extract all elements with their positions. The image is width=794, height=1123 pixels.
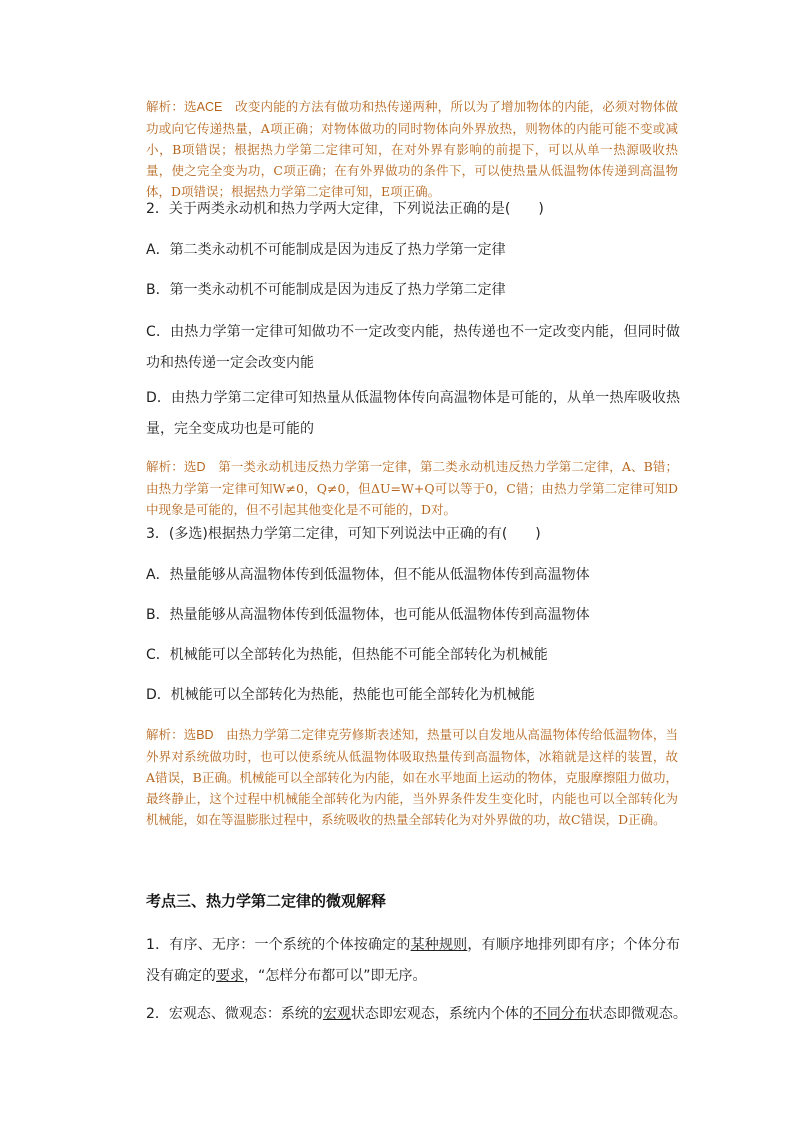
section-heading: 考点三、热力学第二定律的微观解释 bbox=[146, 892, 387, 910]
key-point-paragraph-2: 2．宏观态、微观态：系统的宏观状态即宏观态，系统内个体的不同分布状态即微观态。 bbox=[146, 1006, 687, 1022]
question-2-option-a: A．第二类永动机不可能制成是因为违反了热力学第一定律 bbox=[146, 242, 506, 258]
question-3-option-b: B．热量能够从高温物体传到低温物体，也可能从低温物体传到高温物体 bbox=[146, 607, 590, 623]
explanation-text: 第一类永动机违反热力学第一定律，第二类永动机违反热力学第二定律，A、B错；由热力学第一定律可知W≠0，Q≠0，但ΔU=W+Q可以等于0，C错；由热力学第二定律可知D中现象是可能的，但不引起其他变化是不可能的，D对。 bbox=[146, 459, 678, 517]
question-3-option-d: D．机械能可以全部转化为热能，热能也可能全部转化为机械能 bbox=[146, 687, 535, 703]
explanation-label: 解析：选BD bbox=[146, 728, 214, 742]
explanation-label: 解析：选D bbox=[146, 460, 206, 474]
question-2-option-d: D．由热力学第二定律可知热量从低温物体传向高温物体是可能的，从单一热库吸收热量，完全变成功也是可能的 bbox=[146, 390, 680, 437]
question-3-option-a: A．热量能够从高温物体传到低温物体，但不能从低温物体传到高温物体 bbox=[146, 567, 590, 583]
question-2-option-b: B．第一类永动机不可能制成是因为违反了热力学第二定律 bbox=[146, 282, 506, 298]
underlined-term: 宏观 bbox=[322, 1006, 351, 1022]
underlined-term: 某种规则 bbox=[410, 937, 468, 953]
underlined-term: 不同分布 bbox=[532, 1006, 589, 1022]
key-point-paragraph-1: 1．有序、无序：一个系统的个体按确定的某种规则，有顺序地排列即有序；个体分布没有确定的要求，“怎样分布都可以”即无序。 bbox=[146, 937, 681, 984]
explanation-text: 由热力学第二定律克劳修斯表述知，热量可以自发地从高温物体传给低温物体，当外界对系统做功时，也可以使系统从低温物体吸取热量传到高温物体，冰箱就是这样的装置，故A错误，B正确。机械能可以全部转化为内能，如在水平地面上运动的物体，克服摩擦阻力做功，最终静止，这个过程中机械能全部转化为内能，当外界条件发生变化时，内能也可以全部转化为机械能，如在等温膨胀过程中，系统吸收的热量全部转化为对外界做的功，故C错误，D正确。 bbox=[146, 727, 678, 827]
question-3-stem: 3．(多选)根据热力学第二定律，可知下列说法中正确的有( ) bbox=[146, 526, 541, 542]
question-2-stem: 2．关于两类永动机和热力学两大定律，下列说法正确的是( ) bbox=[146, 201, 544, 217]
explanation-3 bbox=[118, 724, 678, 830]
question-2-option-c: C．由热力学第一定律可知做功不一定改变内能，热传递也不一定改变内能，但同时做功和热传递一定会改变内能 bbox=[146, 324, 680, 371]
explanation-1 bbox=[118, 96, 678, 202]
question-3-option-c: C．机械能可以全部转化为热能，但热能不可能全部转化为机械能 bbox=[146, 647, 548, 663]
underlined-term: 要求 bbox=[216, 968, 244, 984]
explanation-text: 改变内能的方法有做功和热传递两种，所以为了增加物体的内能，必须对物体做功或向它传递热量，A项正确；对物体做功的同时物体向外界放热，则物体的内能可能不变或减小，B项错误；根据热力学第二定律可知，在对外界有影响的前提下，可以从单一热源吸收热量，使之完全变为功，C项正确；在有外界做功的条件下，可以使热量从低温物体传递到高温物体，D项错误；根据热力学第二定律可知，E项正确。 bbox=[146, 99, 678, 199]
explanation-label: 解析：选ACE bbox=[146, 100, 223, 114]
explanation-2 bbox=[118, 456, 678, 520]
